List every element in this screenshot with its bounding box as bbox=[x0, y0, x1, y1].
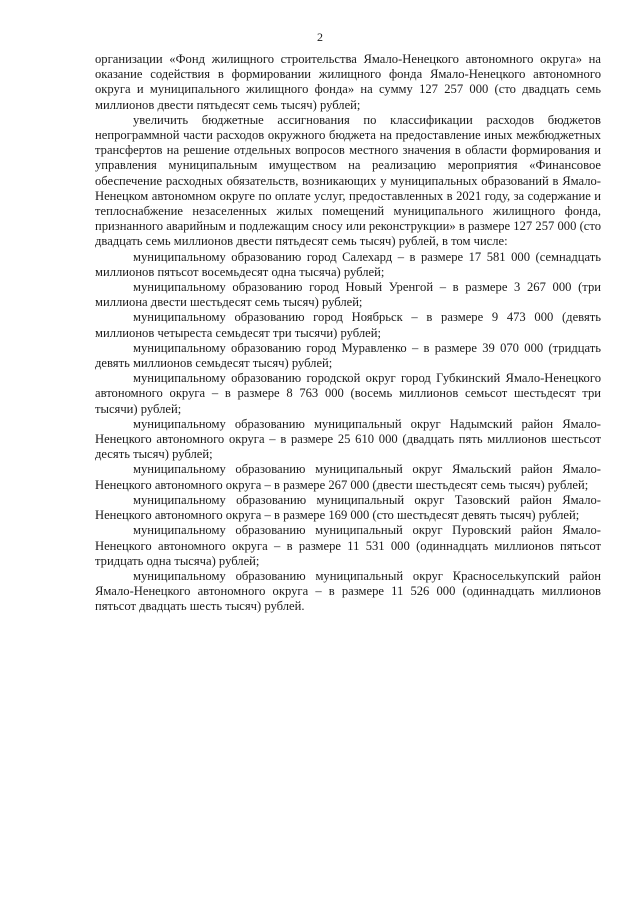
paragraph-nadymsky: муниципальному образованию муниципальный округ Надымский район Ямало-Ненецкого автономного округа – в размере 25 610 000 (двадцать пять миллионов шестьсот десять тысяч) рублей; bbox=[95, 416, 601, 462]
paragraph-continuation: организации «Фонд жилищного строительства Ямало-Ненецкого автономного округа» на оказание содействия в формировании жилищного фонда Ямало-Ненецкого автономного округа и муниципального жилищного фонда» на сумму 127 257 000 (сто двадцать семь миллионов двести пятьдесят семь тысяч) рублей; bbox=[95, 52, 601, 112]
paragraph-krasnoselkupsky: муниципальному образованию муниципальный округ Красноселькупский район Ямало-Ненецкого автономного округа – в размере 11 526 000 (одиннадцать миллионов пятьсот двадцать шесть тысяч) рублей. bbox=[95, 568, 601, 614]
paragraph-gubkinsky: муниципальному образованию городской округ город Губкинский Ямало-Ненецкого автономного округа – в размере 8 763 000 (восемь миллионов семьсот шестьдесят три тысячи) рублей; bbox=[95, 371, 601, 416]
paragraph-noyabrsk: муниципальному образованию город Ноябрьск – в размере 9 473 000 (девять миллионов четыреста семьдесят три тысячи) рублей; bbox=[95, 310, 601, 340]
paragraph-yamalsky: муниципальному образованию муниципальный округ Ямальский район Ямало-Ненецкого автономного округа – в размере 267 000 (двести шестьдесят семь тысяч) рублей; bbox=[95, 462, 601, 492]
paragraph-novy-urengoy: муниципальному образованию город Новый Уренгой – в размере 3 267 000 (три миллиона двести шестьдесят семь тысяч) рублей; bbox=[95, 280, 601, 310]
paragraph-salekhard: муниципальному образованию город Салехард – в размере 17 581 000 (семнадцать миллионов пятьсот восемьдесят одна тысяча) рублей; bbox=[95, 249, 601, 279]
paragraph-budget-increase: увеличить бюджетные ассигнования по классификации расходов бюджетов непрограммной части расходов окружного бюджета на предоставление иных межбюджетных трансфертов на решение отдельных вопросов местного значения в области формирования и управления муниципальным имуществом на реализацию мероприятия «Финансовое обеспечение расходных обязательств, возникающих у муниципальных образований в Ямало-Ненецком автономном округе по оплате услуг, предоставленных в 2021 году, за содержание и теплоснабжение незаселенных жилых помещений муниципального жилищного фонда, признанного аварийным и подлежащим сносу или реконструкции» в размере 127 257 000 (сто двадцать семь миллионов двести пятьдесят семь тысяч) рублей, в том числе: bbox=[95, 112, 601, 249]
page-number: 2 bbox=[317, 30, 323, 44]
paragraph-tazovsky: муниципальному образованию муниципальный округ Тазовский район Ямало-Ненецкого автономного округа – в размере 169 000 (сто шестьдесят девять тысяч) рублей; bbox=[95, 492, 601, 523]
paragraph-muravlenko: муниципальному образованию город Муравленко – в размере 39 070 000 (тридцать девять миллионов семьдесят тысяч) рублей; bbox=[95, 340, 601, 371]
document-body bbox=[95, 52, 601, 615]
paragraph-purovsky: муниципальному образованию муниципальный округ Пуровский район Ямало-Ненецкого автономного округа – в размере 11 531 000 (одиннадцать миллионов пятьсот тридцать одна тысяча) рублей; bbox=[95, 523, 601, 568]
